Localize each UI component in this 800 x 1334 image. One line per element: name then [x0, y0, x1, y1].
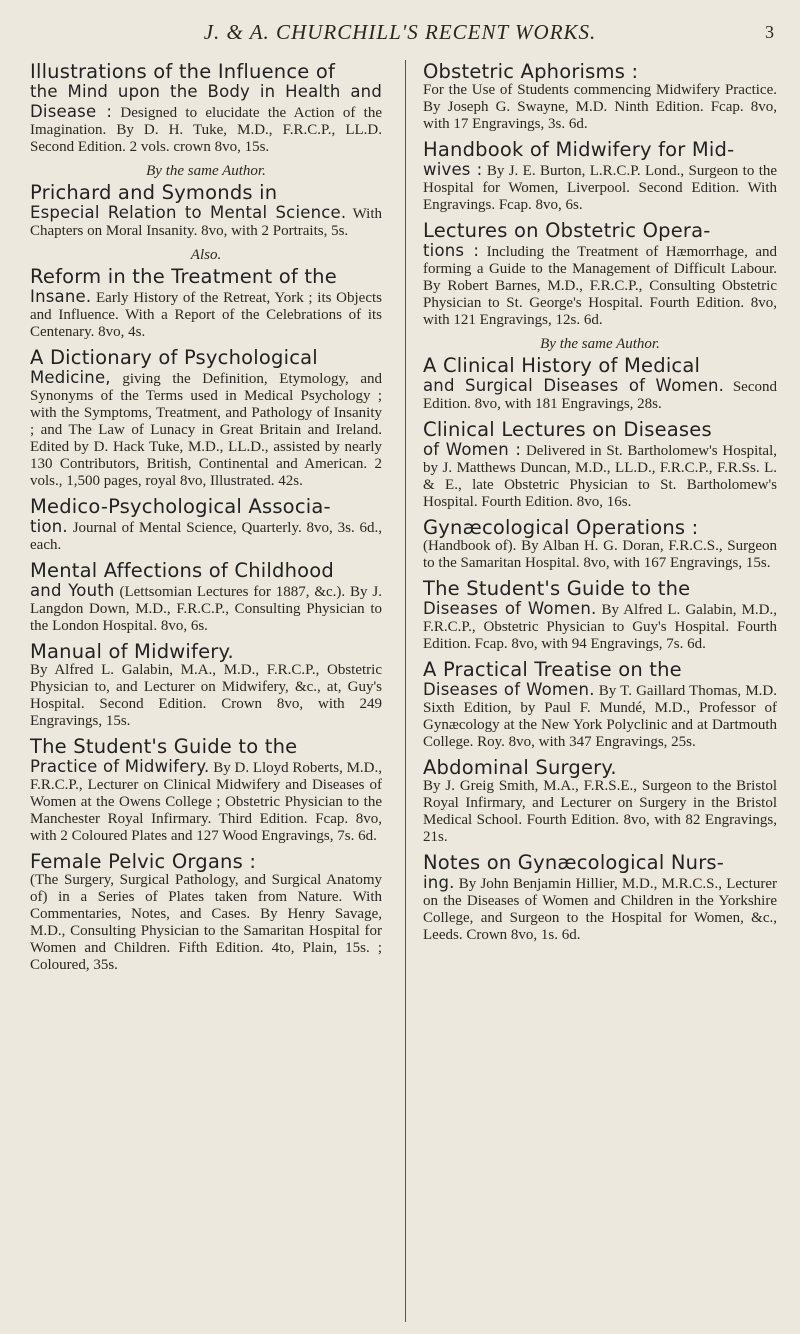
column-divider [405, 60, 406, 1322]
book-entry [30, 852, 382, 974]
book-details: (Handbook of). By Alban H. G. Doran, F.R.C.S., Surgeon to the Samaritan Hospital. 8vo, with 167 Engravings, 15s. [423, 538, 777, 571]
page-header [0, 14, 800, 54]
book-title-continued: the Mind upon the Body in Health and Disease : [30, 82, 382, 121]
book-details: Journal of Mental Science, Quarterly. 8vo, 3s. 6d., each. [30, 520, 383, 553]
book-title-continued: Especial Relation to Mental Science. [30, 203, 347, 222]
book-title-continued: ing. [423, 873, 455, 892]
right-column [423, 62, 777, 951]
book-details: By Alfred L. Galabin, M.A., M.D., F.R.C.P., Obstetric Physician to, and Lecturer on Midwifery, &c., at, Guy's Hospital. Second Edition. Crown 8vo, with 249 Engravings, 15s. [30, 662, 382, 729]
book-entry [423, 518, 777, 572]
book-entry [423, 221, 777, 329]
book-description [30, 203, 382, 240]
book-details: Including the Treatment of Hæmorrhage, and forming a Guide to the Management of Difficult Labour. By Robert Barnes, M.D., F.R.C.P., Consulting Obstetric Physician to St. George's Hospital. Fourth Edition. 8vo, with 121 Engravings, 12s. 6d. [423, 244, 777, 328]
book-title: Handbook of Midwifery for Mid- [423, 138, 735, 161]
book-entry [423, 140, 777, 214]
book-description [423, 160, 777, 214]
book-description [423, 82, 777, 133]
book-entry [423, 579, 777, 653]
book-title-continued: Medicine, [30, 368, 111, 387]
book-title: Female Pelvic Organs : [30, 850, 257, 873]
book-entry [30, 267, 382, 341]
book-title-continued: wives : [423, 160, 483, 179]
book-title-continued: Diseases of Women. [423, 680, 595, 699]
book-title: The Student's Guide to the [30, 735, 298, 758]
book-title-continued: tion. [30, 517, 68, 536]
book-title-continued: of Women : [423, 440, 522, 459]
book-description [30, 82, 382, 156]
author-byline: Also. [190, 247, 222, 263]
book-title: Notes on Gynæcological Nurs- [423, 851, 725, 874]
book-title-continued: and Surgical Diseases of Women. [423, 376, 725, 395]
book-description [423, 778, 777, 846]
book-title: Medico-Psychological Associa- [30, 495, 331, 518]
left-column [30, 62, 382, 981]
book-description [30, 368, 382, 490]
book-title: Abdominal Surgery. [423, 756, 617, 779]
book-details: (Lettsomian Lectures for 1887, &c.). By J. Langdon Down, M.D., F.R.C.P., Consulting Physician to the London Hospital. 8vo, 6s. [30, 584, 382, 634]
book-entry [30, 348, 382, 490]
book-details: Early History of the Retreat, York ; its Objects and Influence. With a Report of the Celebrations of its Centenary. 8vo, 4s. [30, 290, 383, 340]
book-details: By J. E. Burton, L.R.C.P. Lond., Surgeon to the Hospital for Women, Liverpool. Second Edition. With Engravings. Fcap. 8vo, 6s. [423, 163, 778, 213]
book-entry [30, 737, 382, 845]
book-description [423, 241, 777, 329]
book-details: By John Benjamin Hillier, M.D., M.R.C.S., Lecturer on the Diseases of Women and Children in the Yorkshire College, and Surgeon to the Hospital for Women, &c., Leeds. Crown 8vo, 1s. 6d. [423, 876, 777, 943]
book-description [423, 376, 777, 413]
running-head: J. & A. CHURCHILL'S RECENT WORKS. [203, 20, 597, 44]
book-description [423, 873, 777, 944]
book-details: By Alfred L. Galabin, M.D., F.R.C.P., Obstetric Physician to Guy's Hospital. Fourth Edition. Fcap. 8vo, with 94 Engravings, 7s. 6d. [423, 602, 778, 652]
book-details: For the Use of Students commencing Midwifery Practice. By Joseph G. Swayne, M.D. Ninth Edition. Fcap. 8vo, with 17 Engravings, 3s. 6d. [423, 82, 777, 132]
book-title: A Clinical History of Medical [423, 354, 701, 377]
book-details: (The Surgery, Surgical Pathology, and Surgical Anatomy of) in a Series of Plates taken from Nature. With Commentaries, Notes, and Cases. By Henry Savage, M.D., Consulting Physician to the Samaritan Hospital for Women and Children. Fifth Edition. 4to, Plain, 15s. ; Coloured, 35s. [30, 872, 382, 973]
book-details: By T. Gaillard Thomas, M.D. Sixth Edition, by Paul F. Mundé, M.D., Professor of Gynæcology at the New York Polyclinic and at Dartmouth College. Roy. 8vo, with 347 Engravings, 25s. [423, 683, 777, 750]
book-description [423, 599, 777, 653]
book-entry [423, 758, 777, 846]
book-title-continued: Diseases of Women. [423, 599, 597, 618]
book-title: Reform in the Treatment of the [30, 265, 337, 288]
book-description [30, 662, 382, 730]
book-description [30, 517, 382, 554]
book-entry [423, 660, 777, 751]
book-description [30, 872, 382, 974]
book-title: The Student's Guide to the [423, 577, 691, 600]
book-entry [30, 561, 382, 635]
book-details: By D. Lloyd Roberts, M.D., F.R.C.P., Lecturer on Clinical Midwifery and Diseases of Women at the Owens College ; Obstetric Physician to the Manchester Royal Infirmary. Third Edition. Fcap. 8vo, with 2 Coloured Plates and 127 Wood Engravings, 7s. 6d. [30, 760, 383, 844]
page-number: 3 [765, 22, 774, 42]
book-entry [30, 183, 382, 240]
book-title: Illustrations of the Influence of [30, 60, 336, 83]
book-title: A Dictionary of Psychological [30, 346, 318, 369]
book-title: Gynæcological Operations : [423, 516, 699, 539]
book-details: Designed to elucidate the Action of the Imagination. By D. H. Tuke, M.D., F.R.C.P., LL.D. Second Edition. 2 vols. crown 8vo, 15s. [30, 105, 382, 155]
book-description [423, 440, 777, 511]
book-entry [423, 853, 777, 944]
book-entry [30, 497, 382, 554]
book-title: A Practical Treatise on the [423, 658, 682, 681]
book-description [423, 538, 777, 572]
book-title: Obstetric Aphorisms : [423, 60, 639, 83]
book-entry [423, 420, 777, 511]
book-entry [423, 62, 777, 133]
book-entry [30, 642, 382, 730]
book-description [423, 680, 777, 751]
book-entry [30, 62, 382, 156]
book-title-continued: tions : [423, 241, 480, 260]
book-details: giving the Definition, Etymology, and Synonyms of the Terms used in Medical Psychology ; with the Symptoms, Treatment, and Pathology of Insanity ; and The Law of Lunacy in Great Britain and Ireland. Edited by D. Hack Tuke, M.D., LL.D., assisted by nearly 130 Contributors, British, Continental and American. 2 vols., 1,500 pages, royal 8vo, Illustrated. 42s. [30, 371, 383, 489]
book-details: By J. Greig Smith, M.A., F.R.S.E., Surgeon to the Bristol Royal Infirmary, and Lecturer on Surgery in the Bristol Medical School. Fourth Edition. 8vo, with 82 Engravings, 21s. [423, 778, 777, 845]
book-description [30, 757, 382, 845]
book-title: Lectures on Obstetric Opera- [423, 219, 711, 242]
book-title: Prichard and Symonds in [30, 181, 278, 204]
book-details: Delivered in St. Bartholomew's Hospital, by J. Matthews Duncan, M.D., LL.D., F.R.C.P., F.R.Ss. L. & E., late Obstetric Physician to St. Bartholomew's Hospital. Fourth Edition. 8vo, 16s. [423, 443, 777, 510]
book-details: With Chapters on Moral Insanity. 8vo, with 2 Portraits, 5s. [30, 206, 382, 239]
book-details: Second Edition. 8vo, with 181 Engravings, 28s. [423, 379, 777, 412]
book-title-continued: Insane. [30, 287, 92, 306]
book-title-continued: Practice of Midwifery. [30, 757, 210, 776]
book-title: Mental Affections of Childhood [30, 559, 334, 582]
author-byline: By the same Author. [540, 336, 660, 352]
author-byline: By the same Author. [146, 163, 266, 179]
book-title-continued: and Youth [30, 581, 115, 600]
book-entry [423, 356, 777, 413]
book-title: Clinical Lectures on Diseases [423, 418, 712, 441]
book-description [30, 287, 382, 341]
book-title: Manual of Midwifery. [30, 640, 234, 663]
book-description [30, 581, 382, 635]
